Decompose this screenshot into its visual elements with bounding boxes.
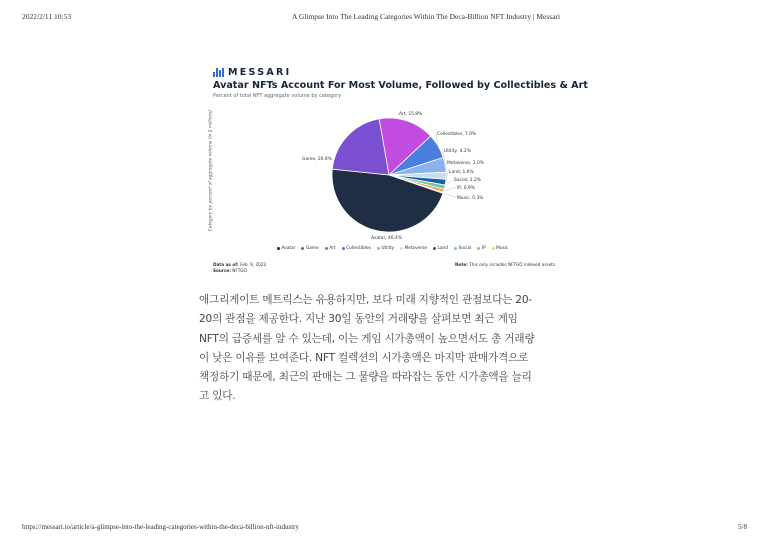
legend-item-art [325,246,336,251]
legend-swatch [301,247,304,250]
legend-label: Land [437,246,449,251]
paragraph-line: 애그리게이트 메트릭스는 유용하지만, 보다 미래 지향적인 관점보다는 20- [199,294,533,306]
pie-label-avatar: Avatar, 46.4% [371,236,402,241]
note-value: This only includes NFTGO indexed assets [469,262,556,267]
pie-label-utility: Utility, 4.2% [444,149,471,154]
chart-subtitle: Percent of total NFT aggregate volume by category [213,93,342,99]
legend-label: Art [329,246,336,251]
footer-url[interactable]: https://messari.io/article/a-glimpse-into-the-leading-categories-within-the-deca-billion-nft-industry [22,523,299,531]
legend-swatch [342,247,345,250]
pie-label-art: Art, 15.8% [399,112,423,117]
pie-leader-line [443,193,456,198]
legend-label: IP [481,246,486,251]
chart-title: Avatar NFTs Account For Most Volume, Followed by Collectibles & Art [213,80,588,91]
chart-figure [199,58,588,280]
brand-name: MESSARI [228,67,292,78]
paragraph-line: 고 있다. [199,390,236,403]
legend-label: Avatar [281,246,296,251]
pie-label-metaverse: Metaverse, 2.0% [447,161,484,166]
chart-y-axis-label: Category by percent of aggregate volume (in $ millions) [208,109,214,232]
pie-label-social: Social, 1.2% [454,178,481,183]
pie-label-land: Land, 1.6% [449,170,474,175]
legend-item-collectibles [342,246,371,251]
data-as-of-value: Feb. 9, 2022 [240,262,267,267]
paragraph-line: 책정하기 때문에, 최근의 판매는 그 물량을 따라잡는 동안 시가총액을 늘리 [199,371,532,384]
legend-label: Game [305,246,319,251]
legend-swatch [477,247,480,250]
source-value: NFTGO [232,267,247,273]
legend-label: Music [496,246,509,251]
paragraph-line: 20의 관점을 제공한다. 지난 30일 동안의 거래량을 살펴보면 최근 게임 [199,313,518,326]
data-as-of-label: Data as of: [213,262,239,267]
pie-label-music: Music, 0.3% [457,196,484,201]
pie-chart [199,58,574,248]
legend-label: Utility [381,246,395,251]
paragraph-line: NFT의 급증세를 알 수 있는데, 이는 게임 시가총액이 높으면서도 총 거래량 [199,332,535,345]
pie-label-ip: IP, 0.9% [457,186,475,191]
legend-item-social [454,246,471,251]
chart-notes [213,262,266,273]
pie-label-game: Game, 20.6% [302,157,332,162]
pie-slice-game [332,119,389,175]
header-datetime: 2022/2/11 10:53 [22,12,72,21]
legend-item-utility [377,246,394,251]
legend-swatch [454,247,457,250]
legend-swatch [400,247,403,250]
pie-label-collectibles: Collectibles, 7.0% [437,132,477,137]
legend-item-land [433,246,448,251]
legend-swatch [325,247,328,250]
legend-item-avatar [277,246,295,251]
body-paragraph [199,291,574,407]
legend-item-game [301,246,318,251]
chart-legend [277,246,508,251]
legend-item-ip [477,246,485,251]
legend-item-metaverse [400,246,427,251]
legend-item-music [492,246,509,251]
legend-swatch [433,247,436,250]
source-label: Source: [213,267,231,273]
legend-label: Collectibles [346,246,371,251]
legend-swatch [277,247,280,250]
pie-leader-line [444,188,456,191]
legend-label: Metaverse [404,246,428,251]
page-number: 5/8 [738,523,747,531]
note-label: Note: [455,262,468,267]
legend-label: Social [458,246,472,251]
chart-note-right [455,262,555,267]
legend-swatch [492,247,495,250]
paragraph-line: 이 낮은 이유를 보여준다. NFT 컬렉션의 시가총액은 마지막 판매가격으로 [199,351,529,364]
header-title: A Glimpse Into The Leading Categories Within The Deca-Billion NFT Industry | Messari [292,12,561,21]
legend-swatch [377,247,380,250]
